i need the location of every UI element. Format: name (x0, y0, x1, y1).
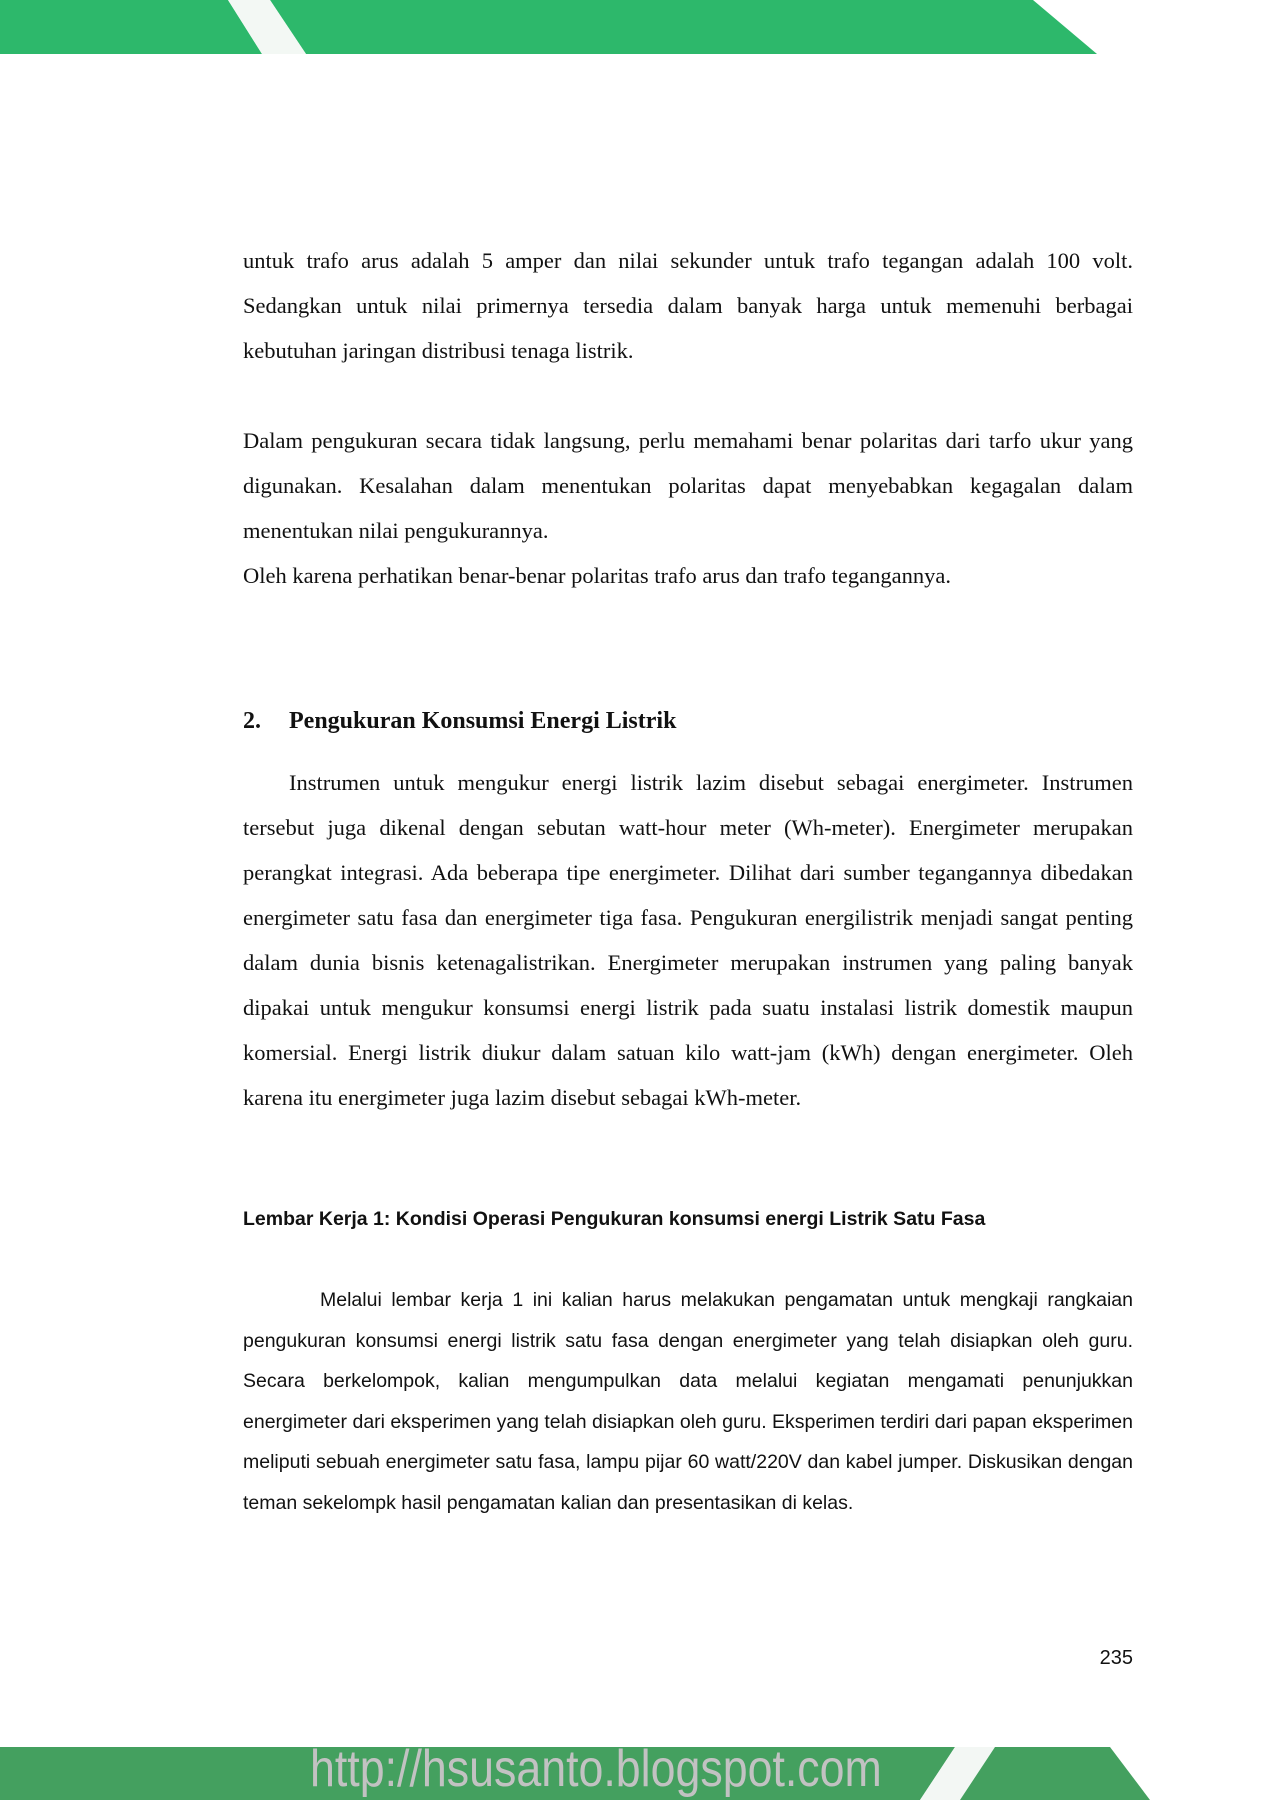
paragraph-text: Oleh karena perhatikan benar-benar polaritas trafo arus dan trafo tegangannya. (243, 563, 951, 588)
header-decorative-band (0, 0, 1272, 54)
header-band-shape (0, 0, 1272, 54)
paragraph-text: untuk trafo arus adalah 5 amper dan nilai sekunder untuk trafo tegangan adalah 100 volt. Sedangkan untuk nilai primernya tersedia dalam banyak harga untuk memenuhi berbagai kebutuhan jaringan distribusi tenaga listrik. (243, 248, 1133, 363)
section-number: 2. (243, 708, 261, 734)
section-body (243, 760, 1133, 1120)
watermark-url: http://hsusanto.blogspot.com (310, 1740, 882, 1798)
paragraph-text: Dalam pengukuran secara tidak langsung, perlu memahami benar polaritas dari tarfo ukur yang digunakan. Kesalahan dalam menentukan polaritas dapat menyebabkan kegagalan dalam menentukan nilai pengukurannya. (243, 428, 1133, 543)
section-title: Pengukuran Konsumsi Energi Listrik (289, 708, 677, 734)
worksheet-title (243, 1199, 1133, 1240)
page-number: 235 (1099, 1647, 1133, 1669)
worksheet-body (243, 1280, 1133, 1523)
section-heading (243, 706, 676, 736)
paragraph-text: Melalui lembar kerja 1 ini kalian harus melakukan pengamatan untuk mengkaji rangkaian pengukuran konsumsi energi listrik satu fasa dengan energimeter yang telah disiapkan oleh guru. Secara berkelompok, kalian mengumpulkan data melalui kegiatan mengamati penunjukkan energimeter dari eksperimen yang telah disiapkan oleh guru. Eksperimen terdiri dari papan eksperimen meliputi sebuah energimeter satu fasa, lampu pijar 60 watt/220V dan kabel jumper. Diskusikan dengan teman sekelompk hasil pengamatan kalian dan presentasikan di kelas. (243, 1289, 1133, 1514)
paragraph-text: Instrumen untuk mengukur energi listrik lazim disebut sebagai energimeter. Instrumen tersebut juga dikenal dengan sebutan watt-hour meter (Wh-meter). Energimeter merupakan perangkat integrasi. Ada beberapa tipe energimeter. Dilihat dari sumber tegangannya dibedakan energimeter satu fasa dan energimeter tiga fasa. Pengukuran energilistrik menjadi sangat penting dalam dunia bisnis ketenagalistrikan. Energimeter merupakan instrumen yang paling banyak dipakai untuk mengukur konsumsi energi listrik pada suatu instalasi listrik domestik maupun komersial. Energi listrik diukur dalam satuan kilo watt-jam (kWh) dengan energimeter. Oleh karena itu energimeter juga lazim disebut sebagai kWh-meter. (243, 770, 1133, 1110)
paragraph-trafo-values (243, 238, 1133, 373)
worksheet-title-text: Lembar Kerja 1: Kondisi Operasi Pengukuran konsumsi energi Listrik Satu Fasa (243, 1208, 986, 1230)
paragraph-polarity (243, 418, 1133, 598)
